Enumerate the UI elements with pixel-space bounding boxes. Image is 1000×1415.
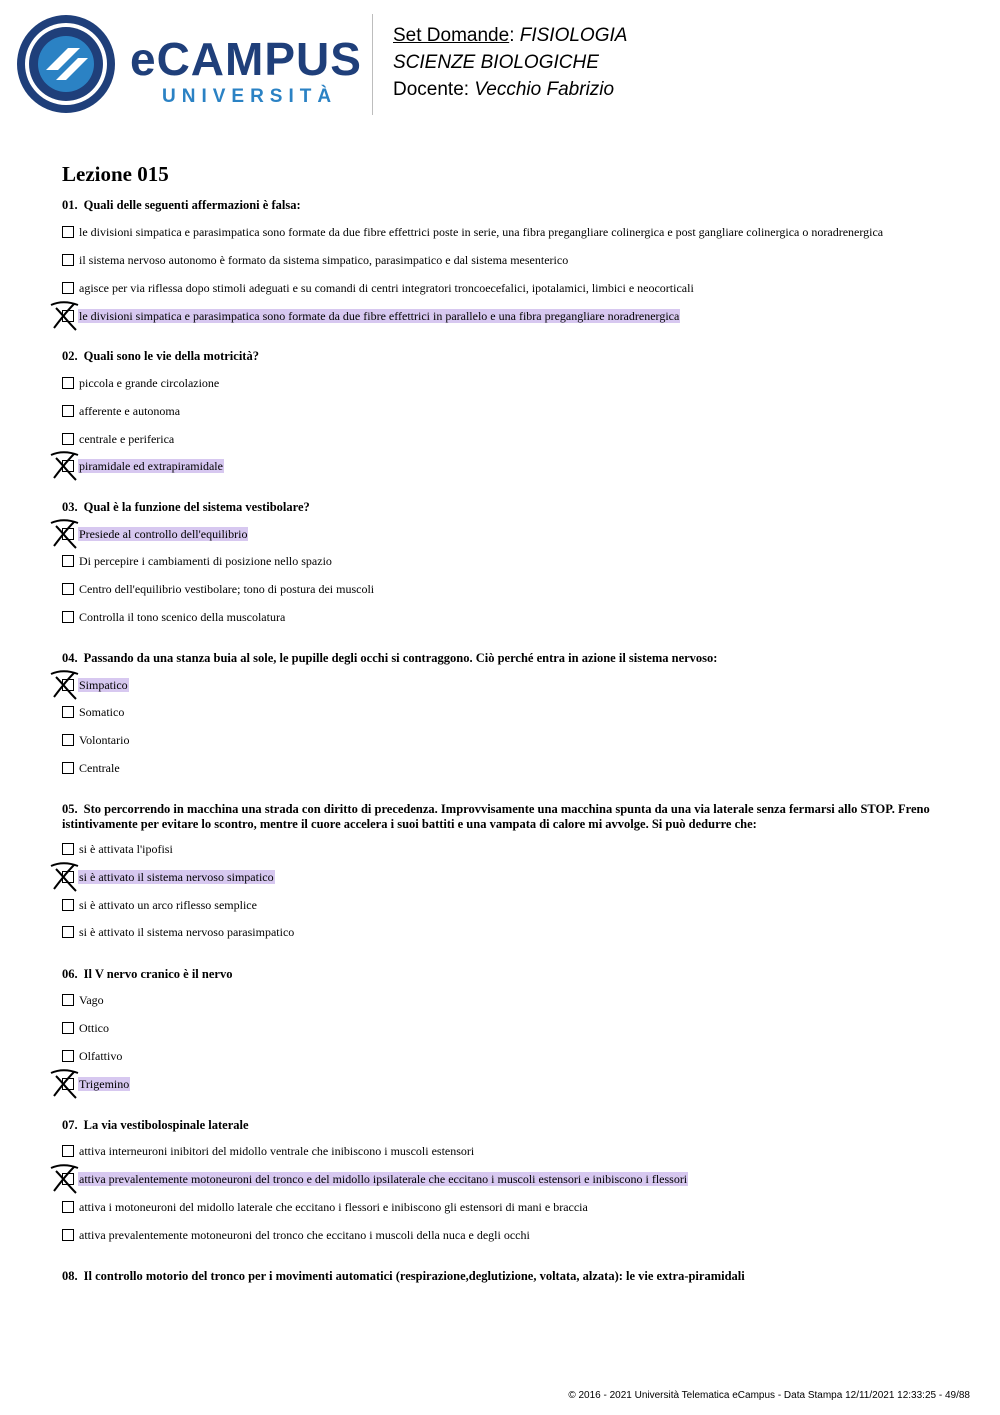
answer-option[interactable] [62,732,130,748]
question-text: Sto percorrendo in macchina una strada con diritto di precedenza. Improvvisamente una macchina spunta da una via laterale senza fermarsi allo STOP. Freno istintivamente per evitare lo scontro, mentre il cuore accelera i suoi battiti e una vampata di calore mi avvolge. Si può dedurre che: [62,802,930,831]
answer-option[interactable] [62,992,105,1008]
checkbox[interactable] [62,1173,74,1185]
question-number: 02. [62,349,78,363]
option-text: afferente e autonoma [79,404,181,418]
question-number: 04. [62,651,78,665]
answer-option[interactable] [62,1199,589,1215]
lesson-title: Lezione 015 [62,162,169,186]
option-text: attiva prevalentemente motoneuroni del tronco che eccitano i muscoli della nuca e degli occhi [79,1228,530,1242]
answer-option[interactable] [62,924,295,940]
question [62,802,942,832]
option-text: attiva interneuroni inibitori del midollo ventrale che inibiscono i muscoli estensori [79,1144,475,1158]
brand-logo [130,33,362,108]
checkbox[interactable] [62,994,74,1006]
answer-option-selected[interactable] [62,308,680,324]
answer-option[interactable] [62,609,286,625]
checkbox[interactable] [62,926,74,938]
option-text: Volontario [79,733,130,747]
checkbox[interactable] [62,762,74,774]
checkbox[interactable] [62,1201,74,1213]
answer-option-selected[interactable] [62,1171,688,1187]
answer-option-selected[interactable] [62,1076,130,1092]
answer-option[interactable] [62,252,569,268]
answer-option[interactable] [62,760,121,776]
checkbox[interactable] [62,310,74,322]
checkbox[interactable] [62,555,74,567]
answer-option[interactable] [62,1227,531,1243]
checkbox[interactable] [62,899,74,911]
option-text: si è attivato un arco riflesso semplice [79,898,257,912]
checkbox[interactable] [62,1145,74,1157]
question-text: Qual è la funzione del sistema vestibolare? [83,500,310,514]
checkbox[interactable] [62,226,74,238]
question-text: Il V nervo cranico è il nervo [83,967,233,981]
checkbox[interactable] [62,871,74,883]
answer-option[interactable] [62,581,375,597]
question-number: 03. [62,500,78,514]
header-divider [372,14,373,115]
option-text: agisce per via riflessa dopo stimoli adeguati e su comandi di centri integratori troncoecefalici, ipotalamici, limbici e neocorticali [79,281,694,295]
question [62,1269,942,1284]
answer-option[interactable] [62,1020,110,1036]
checkbox[interactable] [62,843,74,855]
option-text: Centro dell'equilibrio vestibolare; tono di postura dei muscoli [79,582,375,596]
answer-option-selected[interactable] [62,869,275,885]
set-label: Set Domande [393,25,510,46]
option-text: Controlla il tono scenico della muscolatura [79,610,286,624]
question-number: 05. [62,802,78,816]
option-text: piccola e grande circolazione [79,376,220,390]
checkbox[interactable] [62,377,74,389]
question [62,967,942,982]
option-text: Centrale [79,761,120,775]
option-text: Di percepire i cambiamenti di posizione nello spazio [79,554,332,568]
option-text: il sistema nervoso autonomo è formato da sistema simpatico, parasimpatico e dal sistema mesenterico [79,253,569,267]
option-text: Trigemino [79,1077,130,1091]
answer-option-selected[interactable] [62,677,129,693]
option-text: si è attivato il sistema nervoso simpatico [79,870,274,884]
checkbox[interactable] [62,1229,74,1241]
option-text: Vago [79,993,104,1007]
option-text: attiva i motoneuroni del midollo laterale che eccitano i flessori e inibiscono gli estensori di mani e braccia [79,1200,588,1214]
option-text: le divisioni simpatica e parasimpatica sono formate da due fibre effettrici in parallelo e una fibra pregangliare noradrenergica [79,309,680,323]
question-text: Quali delle seguenti affermazioni è falsa: [83,198,301,212]
answer-option[interactable] [62,1143,475,1159]
question-number: 06. [62,967,78,981]
course: SCIENZE BIOLOGICHE [393,52,599,73]
option-text: attiva prevalentemente motoneuroni del tronco e del midollo ipsilaterale che eccitano i muscoli estensori e inibiscono i flessori [79,1172,688,1186]
answer-option[interactable] [62,897,258,913]
checkbox[interactable] [62,528,74,540]
checkbox[interactable] [62,1050,74,1062]
question-text: Il controllo motorio del tronco per i movimenti automatici (respirazione,deglutizione, voltata, alzata): le vie extra-piramidali [83,1269,745,1283]
answer-option[interactable] [62,1048,123,1064]
question-number: 01. [62,198,78,212]
checkbox[interactable] [62,734,74,746]
option-text: Presiede al controllo dell'equilibrio [79,527,248,541]
checkbox[interactable] [62,460,74,472]
option-text: si è attivato il sistema nervoso parasimpatico [79,925,295,939]
option-text: Somatico [79,705,125,719]
option-text: si è attivata l'ipofisi [79,842,173,856]
option-text: Simpatico [79,678,128,692]
question-text: Quali sono le vie della motricità? [83,349,259,363]
option-text: piramidale ed extrapiramidale [79,459,223,473]
question [62,500,942,515]
question [62,651,942,666]
checkbox[interactable] [62,405,74,417]
question-number: 07. [62,1118,78,1132]
page-header [0,0,1000,130]
answer-option[interactable] [62,280,695,296]
question-text: La via vestibolospinale laterale [83,1118,249,1132]
university-seal-logo [16,14,116,114]
answer-option[interactable] [62,704,125,720]
option-text: Ottico [79,1021,109,1035]
option-text: Olfattivo [79,1049,123,1063]
header-info: Set Domande: FISIOLOGIA SCIENZE BIOLOGICHE Docente: Vecchio Fabrizio [393,25,628,100]
checkbox[interactable] [62,706,74,718]
teacher: Vecchio Fabrizio [474,79,615,100]
question [62,1118,942,1133]
question-text: Passando da una stanza buia al sole, le pupille degli occhi si contraggono. Ciò perché entra in azione il sistema nervoso: [83,651,718,665]
teacher-label: Docente: [393,79,470,100]
answer-option[interactable] [62,841,174,857]
page-footer: © 2016 - 2021 Università Telematica eCampus - Data Stampa 12/11/2021 12:33:25 - 49/88 [568,1390,970,1401]
option-text: le divisioni simpatica e parasimpatica sono formate da due fibre effettrici poste in serie, una fibra pregangliare colinergica e post gangliare colinergica o noradrenergica [79,225,884,239]
option-text: centrale e periferica [79,432,175,446]
checkbox[interactable] [62,1022,74,1034]
subject: FISIOLOGIA [519,25,628,46]
answer-option-selected[interactable] [62,526,248,542]
checkbox[interactable] [62,583,74,595]
brand-name: eCAMPUS [130,33,362,85]
checkbox[interactable] [62,679,74,691]
question-number: 08. [62,1269,78,1283]
question [62,198,942,213]
answer-option[interactable] [62,224,884,240]
checkbox[interactable] [62,1078,74,1090]
answer-option[interactable] [62,375,220,391]
brand-subtitle: UNIVERSITÀ [162,86,338,107]
question [62,349,942,364]
checkbox[interactable] [62,611,74,623]
checkbox[interactable] [62,433,74,445]
answer-option[interactable] [62,431,175,447]
answer-option[interactable] [62,403,181,419]
checkbox[interactable] [62,254,74,266]
checkbox[interactable] [62,282,74,294]
answer-option[interactable] [62,553,333,569]
answer-option-selected[interactable] [62,458,224,474]
